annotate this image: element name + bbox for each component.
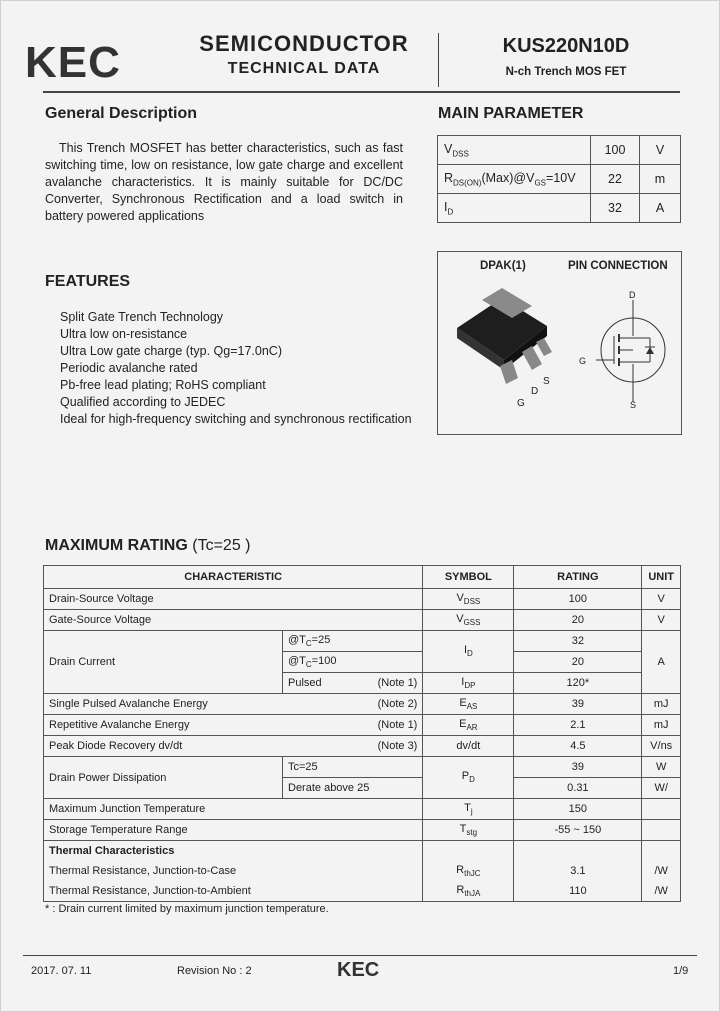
header-semiconductor: SEMICONDUCTOR	[199, 31, 409, 56]
mosfet-symbol-icon	[588, 292, 668, 412]
table-row: Peak Diode Recovery dv/dt (Note 3) dv/dt 4.5 V/ns	[44, 736, 681, 757]
header-divider	[438, 33, 439, 87]
table-row: Gate-Source Voltage $V_{GSS}$ 20 V	[44, 610, 681, 631]
dpak-package-icon	[452, 288, 562, 408]
table-header-row	[44, 566, 681, 589]
footnote: * : Drain current limited by maximum junction temperature.	[45, 903, 329, 915]
max-rating-condition: (Tc=25 )	[192, 537, 251, 554]
table-row: Thermal Resistance, Junction-to-Ambient $R_{thJA}$ 110 /W	[44, 881, 681, 902]
part-number: KUS220N10D	[502, 35, 630, 57]
main-parameter-table	[437, 135, 681, 223]
feature-item: Split Gate Trench Technology	[60, 310, 224, 324]
pin-s-label: S	[543, 376, 550, 387]
table-row: Drain-Source Voltage $V_{DSS}$ 100 V	[44, 589, 681, 610]
footer-date: 2017. 07. 11	[31, 965, 92, 977]
param-value: 100	[591, 136, 640, 165]
table-row: Drain Current $@T_C=25$ $I_D$ 32 A	[44, 631, 681, 652]
pin-d-label: D	[531, 386, 539, 397]
max-rating-heading	[45, 537, 251, 555]
pin-connection-label: PIN CONNECTION	[568, 260, 668, 272]
feature-item: Qualified according to JEDEC	[60, 395, 226, 409]
table-row: Thermal Characteristics	[44, 841, 681, 862]
col-rating: RATING	[514, 566, 642, 589]
sym-s-label: S	[630, 400, 637, 410]
footer-revision: Revision No : 2	[177, 965, 252, 977]
feature-item: Ideal for high-frequency switching and synchronous rectification	[60, 412, 412, 426]
param-symbol: $R_{DS(ON)}(Max)@V_{GS}=10V$	[438, 165, 591, 194]
header-rule	[43, 91, 680, 93]
features-title: FEATURES	[45, 273, 131, 290]
param-unit: m	[640, 165, 681, 194]
general-description-text: This Trench MOSFET has better characteristics, such as fast switching time, low on resistance, low gate charge and excellent avalanche characteristics. It is mainly suitable for DC/DC Converter, Synchronous Rectification and a load switch in battery powered applications	[45, 141, 403, 223]
table-row	[438, 194, 681, 223]
feature-item: Ultra low on-resistance	[60, 327, 188, 341]
table-row: $@T_C=100$ 20	[44, 652, 681, 673]
param-unit: V	[640, 136, 681, 165]
general-description-title: General Description	[45, 105, 198, 122]
table-row: Repetitive Avalanche Energy (Note 1) $E_{AR}$ 2.1 mJ	[44, 715, 681, 736]
table-row: Pulsed (Note 1) $I_{DP}$ 120*	[44, 673, 681, 694]
param-symbol: $I_D$	[438, 194, 591, 223]
sym-d-label: D	[629, 290, 636, 300]
footer-logo: KEC	[337, 959, 380, 981]
sym-g-label: G	[579, 356, 587, 366]
col-unit: UNIT	[642, 566, 681, 589]
feature-item: Pb-free lead plating; RoHS compliant	[60, 378, 266, 392]
feature-item: Periodic avalanche rated	[60, 361, 198, 375]
param-symbol: $V_{DSS}$	[438, 136, 591, 165]
features-list	[60, 309, 420, 428]
table-row	[438, 136, 681, 165]
param-value: 22	[591, 165, 640, 194]
kec-logo: KEC	[25, 38, 121, 87]
table-row: Maximum Junction Temperature $T_j$ 150	[44, 799, 681, 820]
param-unit: A	[640, 194, 681, 223]
main-parameter-title: MAIN PARAMETER	[438, 105, 584, 122]
dpak-label: DPAK(1)	[480, 260, 526, 272]
max-rating-table	[43, 565, 681, 902]
footer-page: 1/9	[673, 965, 689, 977]
feature-item: Ultra Low gate charge (typ. Qg=17.0nC)	[60, 344, 282, 358]
col-symbol: SYMBOL	[423, 566, 514, 589]
table-row	[438, 165, 681, 194]
footer-rule	[23, 955, 697, 956]
header-technical-data: TECHNICAL DATA	[227, 60, 381, 77]
package-box	[437, 251, 682, 435]
max-rating-title: MAXIMUM RATING	[45, 537, 188, 554]
param-value: 32	[591, 194, 640, 223]
part-subtitle: N-ch Trench MOS FET	[505, 66, 627, 78]
table-row: Single Pulsed Avalanche Energy (Note 2) $E_{AS}$ 39 mJ	[44, 694, 681, 715]
table-row: Storage Temperature Range $T_{stg}$ -55 ~ 150	[44, 820, 681, 841]
table-row: Thermal Resistance, Junction-to-Case $R_{thJC}$ 3.1 /W	[44, 861, 681, 881]
col-characteristic: CHARACTERISTIC	[44, 566, 423, 589]
pin-g-label: G	[517, 398, 525, 409]
table-row: Drain Power Dissipation Tc=25 $P_D$ 39 W	[44, 757, 681, 778]
table-row: Derate above 25 0.31 W/	[44, 778, 681, 799]
